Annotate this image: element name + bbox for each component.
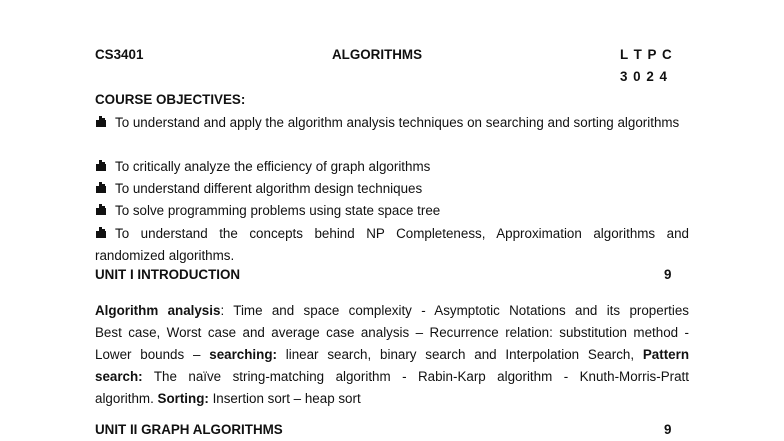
pointing-hand-bullet-icon [95,203,109,216]
course-code: CS3401 [95,47,144,62]
topic-pattern: Pattern [642,347,690,362]
topic-sorting: Sorting: [157,391,209,406]
unit1-text: Insertion sort – heap sort [208,391,361,406]
topic-algorithm-analysis: Algorithm analysis [95,303,221,318]
pointing-hand-bullet-icon [95,115,109,128]
objective-item-4 [95,200,689,222]
unit1-text: The naïve string-matching algorithm - Rabin-Karp algorithm - Knuth-Morris-Pratt [142,369,689,384]
topic-search: search: [95,369,143,384]
unit1-line-5 [95,388,689,410]
unit1-text: algorithm. [95,391,158,406]
pointing-hand-bullet-icon [95,159,109,172]
objective-text-4: To solve programming problems using state space tree [115,203,441,218]
pointing-hand-bullet-icon [95,181,109,194]
unit1-line-4 [95,366,689,388]
unit2-title: UNIT II GRAPH ALGORITHMS [95,422,283,437]
objective-item-1 [95,112,689,134]
unit1-text: Best case, Worst case and average case analysis – Recurrence relation: substitution method - [95,325,689,340]
unit2-hours: 9 [664,422,672,437]
ltpc-label: L T P C [620,47,673,62]
objective-item-2 [95,156,689,178]
objective-text-2: To critically analyze the efficiency of graph algorithms [115,159,431,174]
objectives-heading: COURSE OBJECTIVES: [95,92,246,107]
objective-text-1: To understand and apply the algorithm analysis techniques on searching and sorting algorithms [115,115,680,130]
objective-item-5 [95,223,689,267]
unit1-text: linear search, binary search and Interpolation Search, [276,347,643,362]
pointing-hand-bullet-icon [95,226,109,239]
objective-item-3 [95,178,689,200]
unit1-text: : Time and space complexity - Asymptotic Notations and its properties [220,303,689,318]
unit1-text: Lower bounds – [95,347,210,362]
ltpc-values: 3 0 2 4 [620,69,668,84]
unit1-line-2 [95,322,689,344]
course-title: ALGORITHMS [332,47,423,62]
unit1-content [95,300,689,410]
unit1-hours: 9 [664,267,672,282]
topic-searching: searching: [209,347,277,362]
unit1-line-3 [95,344,689,366]
objective-text-5: To understand the concepts behind NP Completeness, Approximation algorithms and randomized algorithms. [95,226,689,263]
objective-text-3: To understand different algorithm design techniques [115,181,423,196]
unit1-title: UNIT I INTRODUCTION [95,267,241,282]
unit1-line-1 [95,300,689,322]
